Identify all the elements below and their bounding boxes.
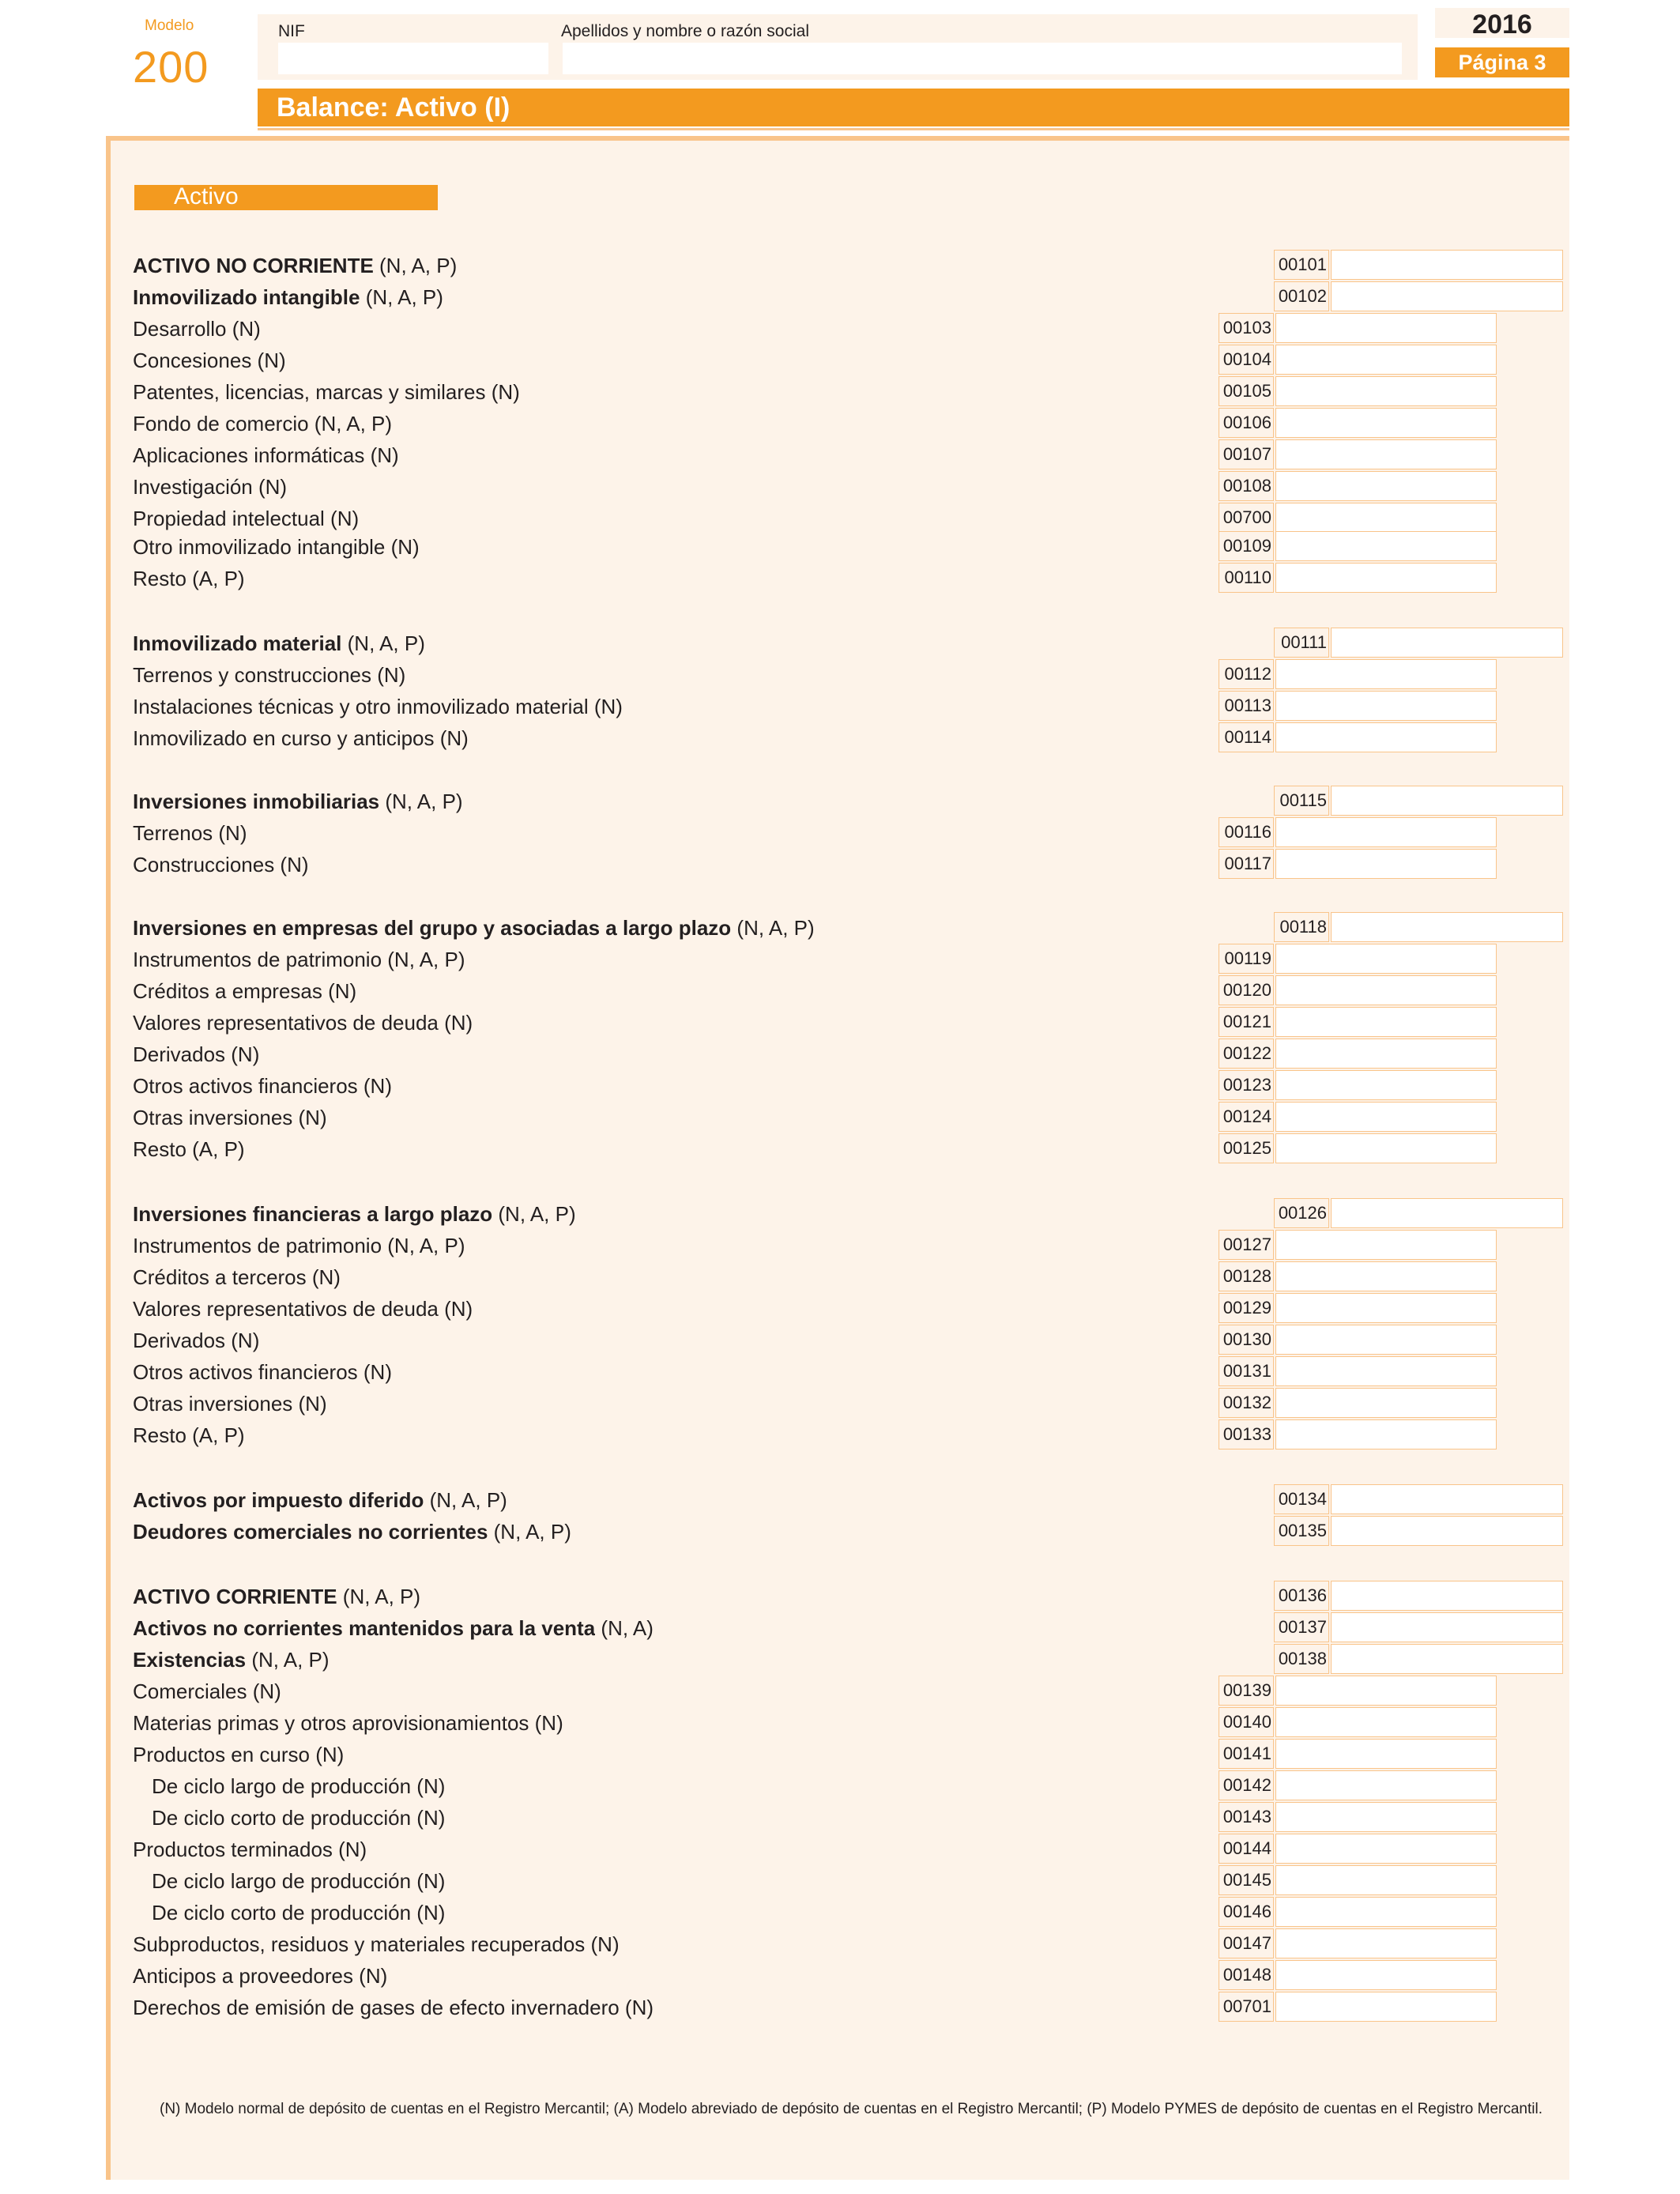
row-label-bold: Existencias [133, 1648, 247, 1672]
row-label-text: (N, A, P) [337, 1585, 421, 1608]
row-label-text: Otros activos financieros (N) [133, 1360, 392, 1384]
amount-field[interactable] [1275, 1230, 1497, 1260]
page-badge: Página 3 [1435, 47, 1569, 77]
box-code: 00146 [1219, 1897, 1274, 1927]
row-label [133, 1358, 1209, 1386]
box-code: 00106 [1219, 408, 1274, 438]
row-label [133, 1389, 1209, 1418]
row-label [133, 1072, 1209, 1100]
amount-field[interactable] [1331, 1612, 1563, 1642]
row-label-bold: Inversiones en empresas del grupo y asociadas a largo plazo [133, 916, 732, 940]
amount-field[interactable] [1275, 1992, 1497, 2022]
row-label [133, 315, 1209, 343]
box-code: 00113 [1219, 691, 1274, 721]
amount-field[interactable] [1275, 1960, 1497, 1990]
amount-field[interactable] [1275, 345, 1497, 375]
amount-field[interactable] [1275, 531, 1497, 561]
row-label-text: (N, A, P) [379, 790, 463, 813]
amount-field[interactable] [1275, 1388, 1497, 1418]
panel-border [106, 136, 1569, 141]
row-label [133, 1103, 1209, 1132]
row-label-text: (N, A, P) [341, 631, 425, 655]
row-label-text: Anticipos a proveedores (N) [133, 1964, 388, 1988]
amount-field[interactable] [1275, 722, 1497, 752]
amount-field[interactable] [1275, 817, 1497, 847]
box-code: 00104 [1219, 345, 1274, 375]
row-label-bold: Activos por impuesto diferido [133, 1488, 424, 1512]
amount-field[interactable] [1275, 944, 1497, 974]
row-label-text: Créditos a empresas (N) [133, 979, 357, 1003]
box-code: 00116 [1219, 817, 1274, 847]
row-label [133, 945, 1209, 974]
panel-border [106, 136, 111, 2180]
amount-field[interactable] [1331, 1581, 1563, 1611]
amount-field[interactable] [1331, 912, 1563, 942]
box-code: 00123 [1219, 1070, 1274, 1100]
row-label-text: Propiedad intelectual (N) [133, 507, 360, 530]
box-code: 00117 [1219, 849, 1274, 879]
box-code: 00109 [1219, 531, 1274, 561]
row-label-text: Resto (A, P) [133, 1137, 245, 1161]
row-label [133, 1582, 1264, 1611]
row-label [133, 629, 1264, 658]
row-label-text: Desarrollo (N) [133, 317, 261, 341]
row-label-bold: ACTIVO NO CORRIENTE [133, 254, 374, 277]
amount-field[interactable] [1275, 1133, 1497, 1163]
box-code: 00111 [1274, 628, 1329, 658]
amount-field[interactable] [1275, 1707, 1497, 1737]
amount-field[interactable] [1275, 1102, 1497, 1132]
row-label-text: Productos en curso (N) [133, 1743, 345, 1766]
row-label-text: (N, A, P) [373, 254, 458, 277]
box-code: 00120 [1219, 975, 1274, 1005]
row-label [133, 1930, 1209, 1958]
amount-field[interactable] [1275, 1356, 1497, 1386]
row-label-bold: Inmovilizado material [133, 631, 342, 655]
row-label [133, 1421, 1209, 1449]
row-label-bold: Deudores comerciales no corrientes [133, 1520, 488, 1544]
amount-field[interactable] [1331, 786, 1563, 816]
row-label [133, 914, 1264, 942]
amount-field[interactable] [1275, 408, 1497, 438]
amount-field[interactable] [1331, 1484, 1563, 1514]
row-label-text: Investigación (N) [133, 475, 288, 499]
box-code: 00132 [1219, 1388, 1274, 1418]
box-code: 00700 [1219, 503, 1274, 533]
box-code: 00133 [1219, 1419, 1274, 1449]
box-code: 00101 [1274, 250, 1329, 280]
row-label [133, 1200, 1264, 1228]
row-label [133, 1040, 1209, 1069]
row-label-text: (N, A, P) [492, 1202, 576, 1226]
box-code: 00103 [1219, 313, 1274, 343]
section-tab-label: Activo [174, 183, 239, 209]
row-label [133, 819, 1209, 847]
box-code: 00119 [1219, 944, 1274, 974]
box-code: 00142 [1219, 1770, 1274, 1800]
row-label-bold: ACTIVO CORRIENTE [133, 1585, 337, 1608]
box-code: 00108 [1219, 471, 1274, 501]
row-label-text: Resto (A, P) [133, 567, 245, 590]
amount-field[interactable] [1275, 1070, 1497, 1100]
box-code: 00148 [1219, 1960, 1274, 1990]
box-code: 00105 [1219, 376, 1274, 406]
box-code: 00136 [1274, 1581, 1329, 1611]
box-code: 00124 [1219, 1102, 1274, 1132]
row-label [133, 1804, 1209, 1832]
row-label [133, 1008, 1209, 1037]
row-label [133, 1263, 1209, 1291]
row-label [133, 661, 1209, 689]
row-label-text: (N, A, P) [360, 285, 443, 309]
row-label-text: Fondo de comercio (N, A, P) [133, 412, 393, 435]
box-code: 00128 [1219, 1261, 1274, 1291]
amount-field[interactable] [1275, 1293, 1497, 1323]
row-label-text: Instrumentos de patrimonio (N, A, P) [133, 1234, 465, 1257]
box-code: 00118 [1274, 912, 1329, 942]
title-divider [258, 128, 1569, 130]
row-label [133, 533, 1209, 561]
box-code: 00122 [1219, 1039, 1274, 1069]
box-code: 00139 [1219, 1676, 1274, 1706]
box-code: 00140 [1219, 1707, 1274, 1737]
name-label: Apellidos y nombre o razón social [561, 22, 809, 40]
row-label-text: De ciclo corto de producción (N) [152, 1806, 446, 1830]
row-label-text: Aplicaciones informáticas (N) [133, 443, 399, 467]
amount-field[interactable] [1275, 1928, 1497, 1958]
row-label-text: (N, A, P) [246, 1648, 330, 1672]
amount-field[interactable] [1275, 1325, 1497, 1355]
row-label-text: Valores representativos de deuda (N) [133, 1011, 473, 1035]
row-label-bold: Inversiones inmobiliarias [133, 790, 380, 813]
row-label-text: Otros activos financieros (N) [133, 1074, 392, 1098]
box-code: 00701 [1219, 1992, 1274, 2022]
row-label-text: Terrenos y construcciones (N) [133, 663, 406, 687]
amount-field[interactable] [1275, 1897, 1497, 1927]
row-label [133, 564, 1209, 593]
row-label [133, 692, 1209, 721]
amount-field[interactable] [1331, 250, 1563, 280]
amount-field[interactable] [1331, 628, 1563, 658]
box-code: 00131 [1219, 1356, 1274, 1386]
row-label [133, 378, 1209, 406]
box-code: 00141 [1219, 1739, 1274, 1769]
nif-field[interactable] [278, 43, 548, 74]
amount-field[interactable] [1331, 1516, 1563, 1546]
row-label [133, 1835, 1209, 1864]
amount-field[interactable] [1275, 659, 1497, 689]
box-code: 00115 [1274, 786, 1329, 816]
row-label [133, 850, 1209, 879]
row-label-text: Derivados (N) [133, 1042, 260, 1066]
row-label-text: De ciclo largo de producción (N) [152, 1869, 446, 1893]
row-label [133, 1135, 1209, 1163]
name-field[interactable] [563, 43, 1402, 74]
row-label-text: Subproductos, residuos y materiales recuperados (N) [133, 1932, 620, 1956]
amount-field[interactable] [1275, 975, 1497, 1005]
row-label [133, 724, 1209, 752]
box-code: 00143 [1219, 1802, 1274, 1832]
row-label [133, 1867, 1209, 1895]
box-code: 00147 [1219, 1928, 1274, 1958]
amount-field[interactable] [1275, 313, 1497, 343]
row-label-text: Créditos a terceros (N) [133, 1265, 341, 1289]
box-code: 00112 [1219, 659, 1274, 689]
box-code: 00110 [1219, 563, 1274, 593]
amount-field[interactable] [1331, 1644, 1563, 1674]
box-code: 00107 [1219, 439, 1274, 469]
row-label-text: Inmovilizado en curso y anticipos (N) [133, 726, 469, 750]
row-label [133, 1614, 1264, 1642]
nif-label: NIF [278, 22, 305, 40]
row-label [133, 409, 1209, 438]
row-label [133, 1486, 1264, 1514]
row-label [133, 1962, 1209, 1990]
row-label [133, 441, 1209, 469]
row-label-text: (N, A, P) [488, 1520, 571, 1544]
footnote: (N) Modelo normal de depósito de cuentas en el Registro Mercantil; (A) Modelo abreviado de depósito de cuentas en el Registro Mercantil; (P) Modelo PYMES de depósito de cuentas en el Registro Mercantil. [160, 2101, 1543, 2117]
amount-field[interactable] [1275, 471, 1497, 501]
row-label [133, 1295, 1209, 1323]
row-label-text: Resto (A, P) [133, 1423, 245, 1447]
row-label [133, 1517, 1264, 1546]
amount-field[interactable] [1275, 1419, 1497, 1449]
modelo-number: 200 [133, 42, 209, 92]
box-code: 00127 [1219, 1230, 1274, 1260]
amount-field[interactable] [1275, 1039, 1497, 1069]
box-code: 00102 [1274, 281, 1329, 311]
row-label [133, 977, 1209, 1005]
row-label-text: Derivados (N) [133, 1329, 260, 1352]
amount-field[interactable] [1275, 563, 1497, 593]
row-label [133, 1709, 1209, 1737]
row-label-text: Instalaciones técnicas y otro inmovilizado material (N) [133, 695, 623, 718]
row-label [133, 1740, 1209, 1769]
row-label [133, 1326, 1209, 1355]
row-label-text: Materias primas y otros aprovisionamientos (N) [133, 1711, 563, 1735]
row-label [133, 251, 1264, 280]
row-label [133, 1677, 1209, 1706]
row-label-text: (N, A) [595, 1616, 654, 1640]
amount-field[interactable] [1275, 503, 1497, 533]
box-code: 00138 [1274, 1644, 1329, 1674]
amount-field[interactable] [1275, 1802, 1497, 1832]
row-label [133, 1993, 1209, 2022]
box-code: 00144 [1219, 1834, 1274, 1864]
box-code: 00126 [1274, 1198, 1329, 1228]
row-label [133, 1646, 1264, 1674]
row-label-text: De ciclo corto de producción (N) [152, 1901, 446, 1924]
row-label-text: Instrumentos de patrimonio (N, A, P) [133, 948, 465, 971]
amount-field[interactable] [1275, 1865, 1497, 1895]
row-label-text: (N, A, P) [424, 1488, 507, 1512]
row-label-bold: Inmovilizado intangible [133, 285, 360, 309]
box-code: 00137 [1274, 1612, 1329, 1642]
row-label-text: Otro inmovilizado intangible (N) [133, 535, 420, 559]
row-label-text: (N, A, P) [731, 916, 815, 940]
amount-field[interactable] [1275, 1770, 1497, 1800]
amount-field[interactable] [1275, 691, 1497, 721]
amount-field[interactable] [1275, 1739, 1497, 1769]
row-label-text: Construcciones (N) [133, 853, 309, 876]
year-badge: 2016 [1435, 8, 1569, 38]
box-code: 00121 [1219, 1007, 1274, 1037]
row-label [133, 504, 1209, 533]
row-label-text: Derechos de emisión de gases de efecto invernadero (N) [133, 1996, 654, 2019]
amount-field[interactable] [1275, 439, 1497, 469]
row-label-text: Concesiones (N) [133, 349, 286, 372]
box-code: 00145 [1219, 1865, 1274, 1895]
modelo-label: Modelo [145, 17, 194, 34]
box-code: 00135 [1274, 1516, 1329, 1546]
amount-field[interactable] [1275, 1261, 1497, 1291]
amount-field[interactable] [1275, 376, 1497, 406]
row-label [133, 346, 1209, 375]
row-label-text: Otras inversiones (N) [133, 1392, 327, 1416]
row-label-bold: Inversiones financieras a largo plazo [133, 1202, 493, 1226]
amount-field[interactable] [1275, 1007, 1497, 1037]
amount-field[interactable] [1275, 1834, 1497, 1864]
row-label-text: Productos terminados (N) [133, 1838, 367, 1861]
amount-field[interactable] [1275, 1676, 1497, 1706]
box-code: 00125 [1219, 1133, 1274, 1163]
row-label [133, 1231, 1209, 1260]
row-label-bold: Activos no corrientes mantenidos para la venta [133, 1616, 596, 1640]
amount-field[interactable] [1331, 281, 1563, 311]
box-code: 00130 [1219, 1325, 1274, 1355]
row-label-text: Valores representativos de deuda (N) [133, 1297, 473, 1321]
row-label [133, 1772, 1209, 1800]
row-label-text: Comerciales (N) [133, 1679, 281, 1703]
row-label-text: Patentes, licencias, marcas y similares (N) [133, 380, 520, 404]
row-label [133, 787, 1264, 816]
box-code: 00134 [1274, 1484, 1329, 1514]
row-label [133, 1898, 1209, 1927]
row-label [133, 283, 1264, 311]
box-code: 00129 [1219, 1293, 1274, 1323]
amount-field[interactable] [1331, 1198, 1563, 1228]
box-code: 00114 [1219, 722, 1274, 752]
row-label-text: Otras inversiones (N) [133, 1106, 327, 1129]
amount-field[interactable] [1275, 849, 1497, 879]
page-title: Balance: Activo (I) [277, 92, 510, 123]
row-label-text: Terrenos (N) [133, 821, 247, 845]
row-label [133, 473, 1209, 501]
row-label-text: De ciclo largo de producción (N) [152, 1774, 446, 1798]
